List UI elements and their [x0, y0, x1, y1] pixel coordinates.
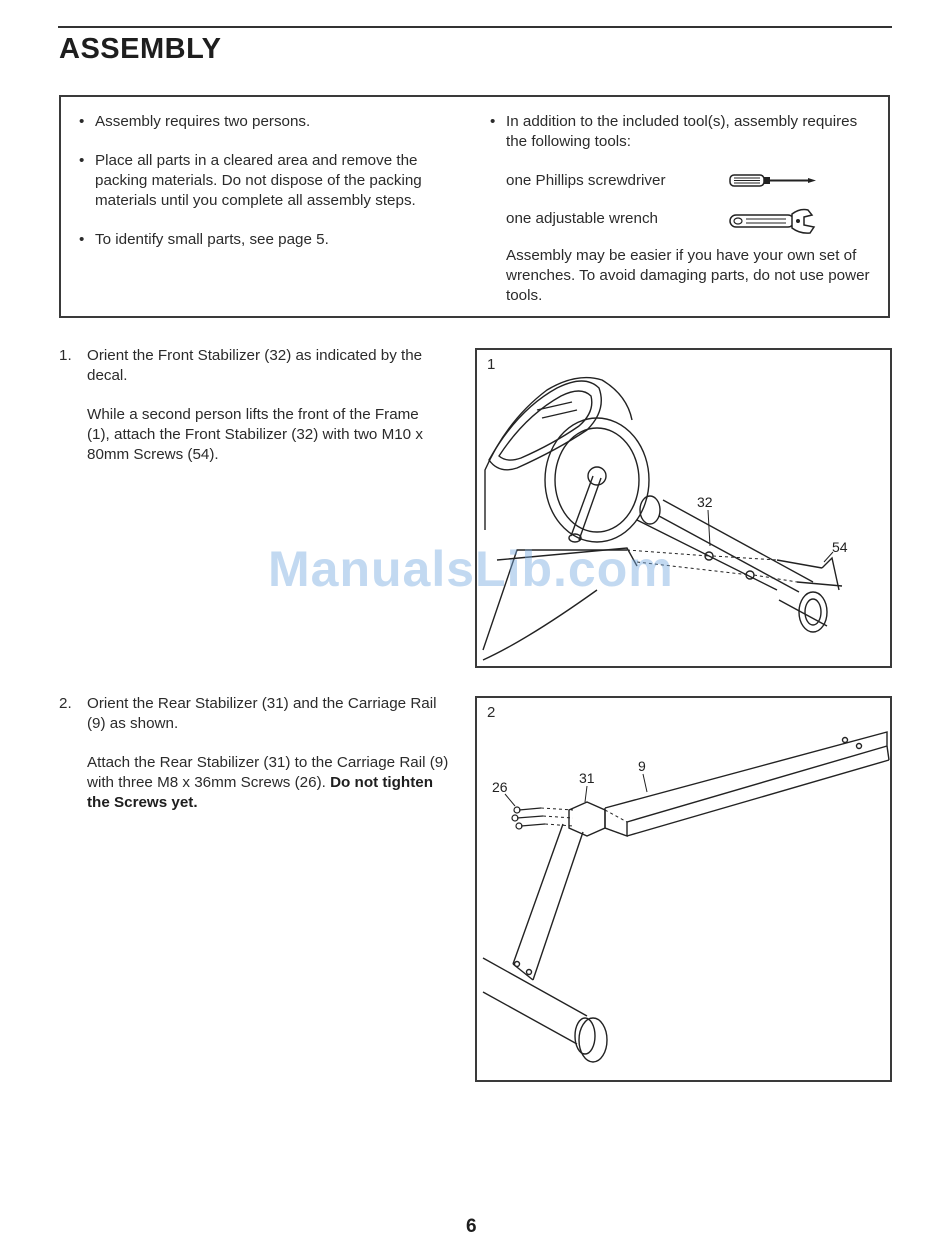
step-1 — [59, 346, 439, 484]
page-title: ASSEMBLY — [59, 33, 222, 65]
assembly-notes-box — [59, 95, 890, 318]
callout-54: 54 — [832, 539, 848, 555]
tool-label: one adjustable wrench — [506, 210, 658, 227]
callout-9: 9 — [638, 758, 646, 774]
page-number: 6 — [466, 1216, 477, 1237]
step-2 — [59, 694, 449, 832]
notes-right-column — [488, 112, 880, 306]
adjustable-wrench-icon — [728, 206, 824, 236]
tool-label: one Phillips screwdriver — [506, 172, 666, 189]
rear-stabilizer-diagram — [477, 698, 892, 1082]
front-stabilizer-diagram — [477, 350, 892, 668]
step-number: 1. — [59, 347, 72, 364]
note-text: Place all parts in a cleared area and remove the packing materials. Do not dispose of the packing materials until you complete all assembly steps. — [95, 152, 422, 209]
note-text: To identify small parts, see page 5. — [95, 231, 329, 248]
step-paragraph: While a second person lifts the front of the Frame (1), attach the Front Stabilizer (32) with two M10 x 80mm Screws (54). — [87, 406, 423, 463]
step-paragraph: Orient the Front Stabilizer (32) as indicated by the decal. — [87, 347, 423, 384]
tool-row-screwdriver — [488, 168, 880, 206]
figure-1 — [475, 348, 892, 668]
callout-31: 31 — [579, 770, 595, 786]
note-bullet: • Place all parts in a cleared area and remove the packing materials. Do not dispose of the packing materials until you complete all assembly steps. — [79, 152, 422, 209]
phillips-screwdriver-icon — [728, 168, 820, 192]
note-text: Assembly requires two persons. — [95, 113, 311, 130]
step-paragraph: Orient the Rear Stabilizer (31) and the Carriage Rail (9) as shown. — [87, 695, 437, 732]
tools-note: Assembly may be easier if you have your own set of wrenches. To avoid damaging parts, do not use power tools. — [506, 247, 870, 304]
note-bullet: • In addition to the included tool(s), assembly requires the following tools: — [490, 113, 858, 150]
figure-2 — [475, 696, 892, 1082]
watermark: ManualsLib.com — [268, 541, 674, 597]
figure-number: 2 — [487, 704, 496, 721]
step-warning: Do not tighten the Screws yet. — [87, 774, 433, 811]
callout-26: 26 — [492, 779, 508, 795]
tool-row-wrench — [488, 206, 880, 244]
note-bullet: • To identify small parts, see page 5. — [79, 231, 329, 248]
tools-intro: In addition to the included tool(s), assembly requires the following tools: — [506, 113, 858, 150]
figure-number: 1 — [487, 356, 496, 373]
notes-left-column — [77, 112, 457, 269]
top-rule — [58, 26, 892, 28]
callout-32: 32 — [697, 494, 713, 510]
step-number: 2. — [59, 695, 72, 712]
step-paragraph: Attach the Rear Stabilizer (31) to the Carriage Rail (9) with three M8 x 36mm Screws (26). — [87, 754, 449, 791]
note-bullet: • Assembly requires two persons. — [79, 113, 311, 130]
